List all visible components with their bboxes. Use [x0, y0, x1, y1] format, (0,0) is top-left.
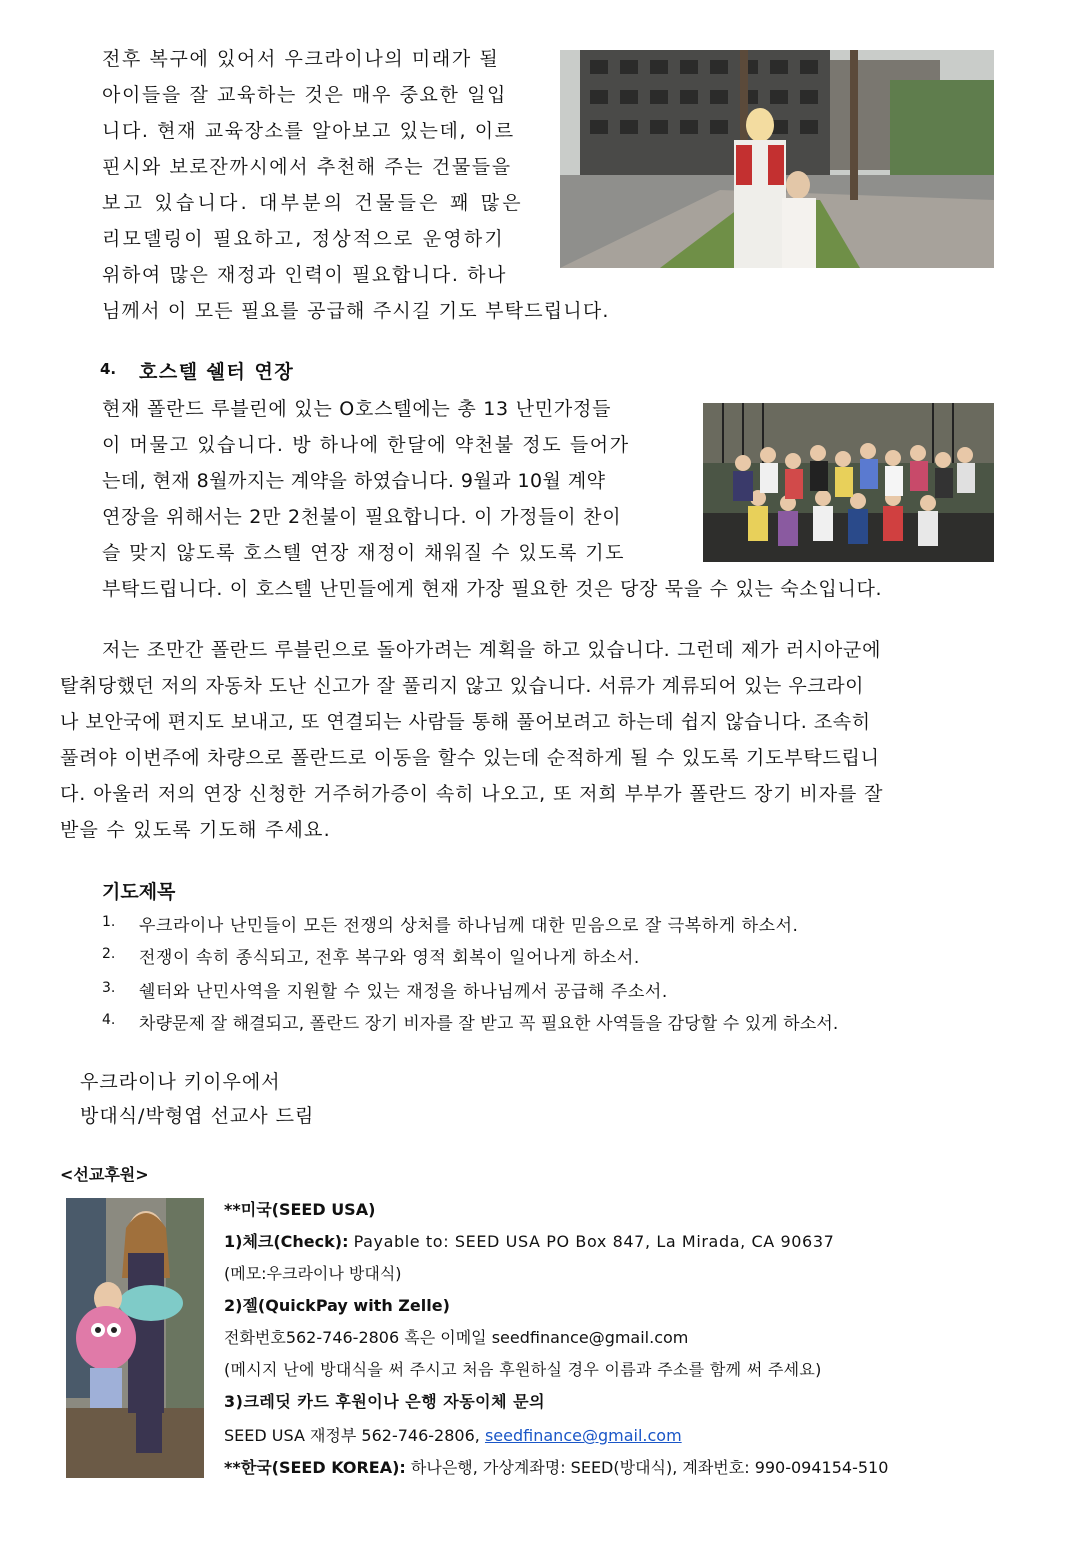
credit-line [224, 1423, 682, 1446]
text-line: 보고 있습니다. 대부분의 건물들은 꽤 많은 [102, 192, 524, 214]
zelle-note: (메시지 난에 방대식을 써 주시고 처음 후원하실 경우 이름과 주소를 함께 써 주세요) [224, 1360, 822, 1379]
section4-number: 4. [100, 360, 117, 378]
text-line: 풀려야 이번주에 차량으로 폴란드로 이동을 할수 있는데 순적하게 될 수 있도록 기도부탁드립니 [60, 747, 880, 769]
text-line: 전후 복구에 있어서 우크라이나의 미래가 될 [102, 48, 500, 70]
text-line: 다. 아울러 저의 연장 신청한 거주허가증이 속히 나오고, 또 저희 부부가 폴란드 장기 비자를 잘 [60, 783, 884, 805]
text-line: 위하여 많은 재정과 인력이 필요합니다. 하나 [102, 264, 508, 286]
list-number: 3. [102, 980, 116, 996]
zelle-label: 2)젤(QuickPay with Zelle) [224, 1296, 450, 1315]
list-item: 우크라이나 난민들이 모든 전쟁의 상처를 하나님께 대한 믿음으로 잘 극복하게 하소서. [139, 916, 799, 936]
list-number: 4. [102, 1012, 116, 1028]
text-line: 핀시와 보로잔까시에서 추천해 주는 건물들을 [102, 156, 512, 178]
section4-title: 호스텔 쉘터 연장 [139, 361, 295, 383]
check-text: Payable to: SEED USA PO Box 847, La Mirada, CA 90637 [353, 1232, 835, 1251]
text-line: 저는 조만간 폴란드 루블린으로 돌아가려는 계획을 하고 있습니다. 그런데 제가 러시아군에 [102, 639, 882, 661]
list-number: 1. [102, 914, 116, 930]
text-line: 리모델링이 필요하고, 정상적으로 운영하기 [102, 228, 505, 250]
text-line: 탈취당했던 저의 자동차 도난 신고가 잘 풀리지 않고 있습니다. 서류가 계류되어 있는 우크라이 [60, 675, 865, 697]
list-item: 쉘터와 난민사역을 지원할 수 있는 재정을 하나님께서 공급해 주소서. [139, 982, 668, 1002]
list-number: 2. [102, 946, 116, 962]
check-memo: (메모:우크라이나 방대식) [224, 1264, 402, 1283]
prayer-title: 기도제목 [102, 881, 176, 903]
text-line: 님께서 이 모든 필요를 공급해 주시길 기도 부탁드립니다. [102, 300, 610, 322]
text-line: 현재 폴란드 루블린에 있는 O호스텔에는 총 13 난민가정들 [102, 398, 612, 420]
support-heading: <선교후원> [60, 1165, 149, 1184]
finance-email-link[interactable]: seedfinance@gmail.com [484, 1426, 682, 1445]
photo-children-ruined-building [560, 50, 994, 268]
list-item: 전쟁이 속히 종식되고, 전후 복구와 영적 회복이 일어나게 하소서. [139, 948, 640, 968]
korea-label: **한국(SEED KOREA): [224, 1458, 406, 1477]
photo-hostel-refugee-group [703, 403, 994, 562]
credit-label: 3)크레딧 카드 후원이나 은행 자동이체 문의 [224, 1392, 546, 1411]
text-line: 나 보안국에 편지도 보내고, 또 연결되는 사람들 통해 풀어보려고 하는데 쉽지 않습니다. 조속히 [60, 711, 871, 733]
list-item: 차량문제 잘 해결되고, 폴란드 장기 비자를 잘 받고 꼭 필요한 사역들을 감당할 수 있게 하소서. [139, 1014, 839, 1034]
korea-text: 하나은행, 가상계좌명: SEED(방대식), 계좌번호: 990-094154-510 [410, 1458, 889, 1477]
signature-place: 우크라이나 키이우에서 [80, 1071, 281, 1093]
credit-text: SEED USA 재정부 562-746-2806, [224, 1426, 480, 1445]
korea-line [224, 1455, 888, 1478]
text-line: 이 머물고 있습니다. 방 하나에 한달에 약천불 정도 들어가 [102, 434, 630, 456]
text-line: 니다. 현재 교육장소를 알아보고 있는데, 이르 [102, 120, 515, 142]
text-line: 슬 맞지 않도록 호스텔 연장 재정이 채워질 수 있도록 기도 [102, 542, 625, 564]
text-line: 아이들을 잘 교육하는 것은 매우 중요한 일입 [102, 84, 508, 106]
text-line: 받을 수 있도록 기도해 주세요. [60, 819, 331, 841]
zelle-text: 전화번호562-746-2806 혹은 이메일 seedfinance@gmail.com [224, 1328, 689, 1347]
usa-heading: **미국(SEED USA) [224, 1200, 376, 1219]
signature-names: 방대식/박형엽 선교사 드림 [80, 1105, 315, 1127]
text-line: 는데, 현재 8월까지는 계약을 하였습니다. 9월과 10월 계약 [102, 470, 606, 492]
photo-children-with-plush [66, 1198, 204, 1478]
check-line [224, 1229, 834, 1252]
check-label: 1)체크(Check): [224, 1232, 349, 1251]
text-line: 연장을 위해서는 2만 2천불이 필요합니다. 이 가정들이 찬이 [102, 506, 622, 528]
text-line: 부탁드립니다. 이 호스텔 난민들에게 현재 가장 필요한 것은 당장 묵을 수 있는 숙소입니다. [102, 578, 883, 600]
